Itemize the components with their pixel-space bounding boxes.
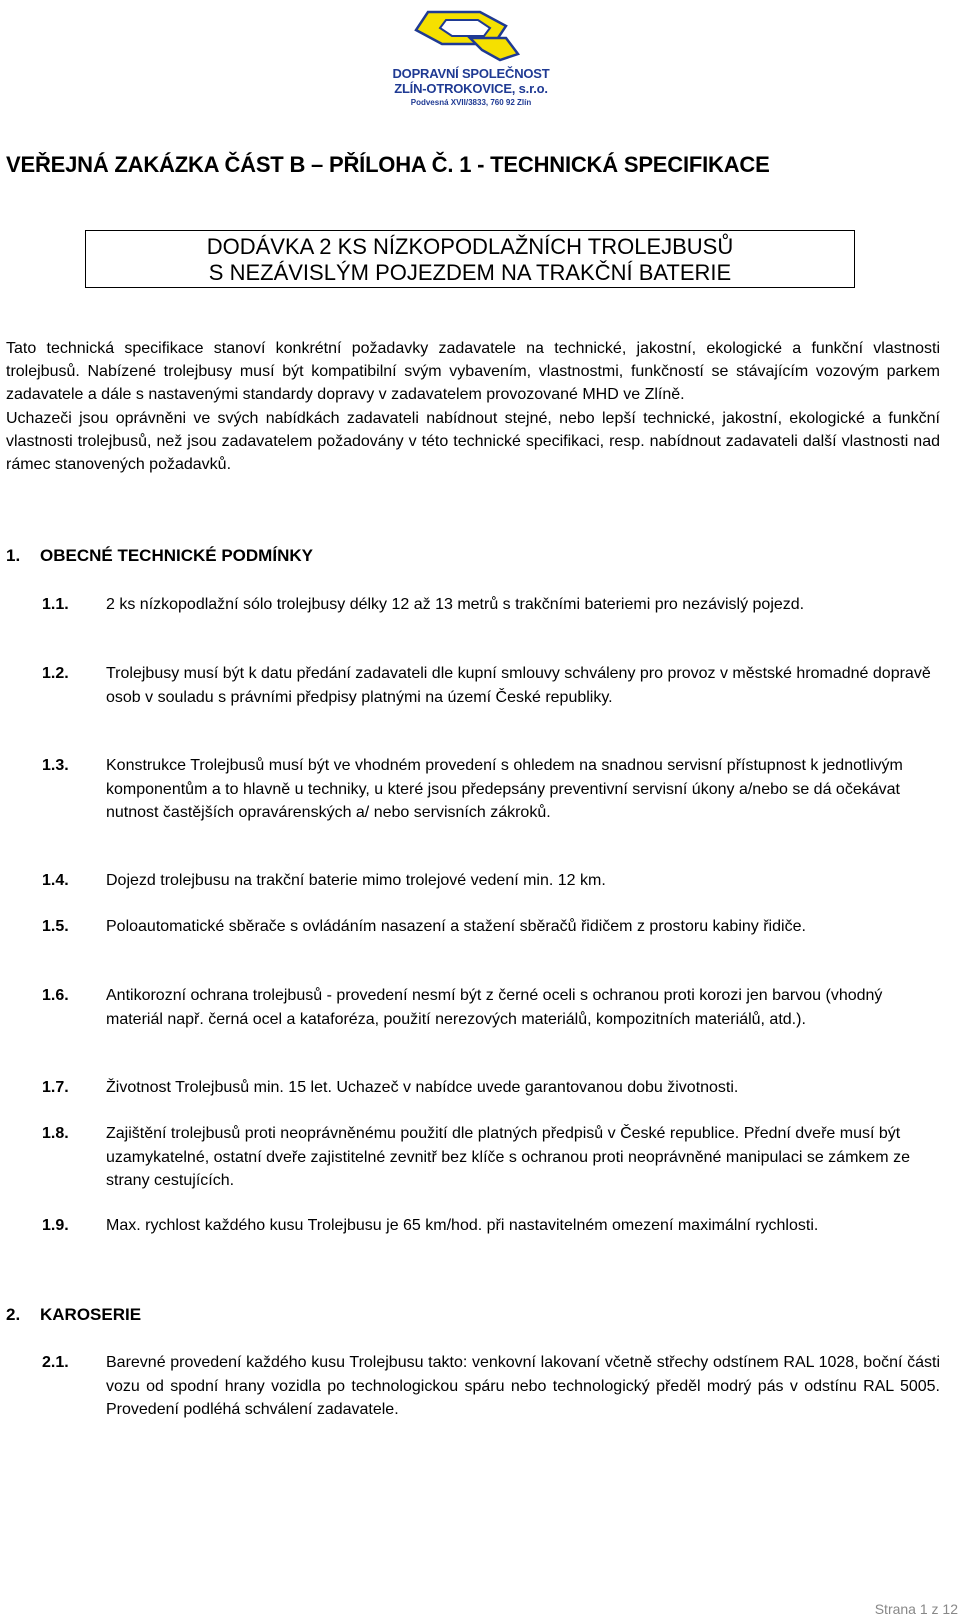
- spec-item: [42, 1076, 940, 1100]
- section-heading: [6, 546, 313, 566]
- section-heading: [6, 1305, 141, 1325]
- spec-item: [42, 593, 940, 617]
- spec-item: [42, 662, 940, 709]
- spec-item: [42, 915, 940, 939]
- subject-line-1: DODÁVKA 2 KS NÍZKOPODLAŽNÍCH TROLEJBUSŮ: [206, 234, 734, 259]
- page-title: VEŘEJNÁ ZAKÁZKA ČÁST B – PŘÍLOHA Č. 1 - TECHNICKÁ SPECIFIKACE: [6, 152, 770, 177]
- spec-item-number: 1.1.: [42, 596, 69, 613]
- spec-item-number: 1.3.: [42, 757, 69, 774]
- logo-company-name: DOPRAVNÍ SPOLEČNOST: [392, 66, 550, 81]
- spec-item: [42, 869, 940, 893]
- spec-item-text: Max. rychlost každého kusu Trolejbusu je 65 km/hod. při nastavitelném omezení maximální rychlosti.: [106, 1217, 819, 1234]
- spec-item-number: 1.2.: [42, 665, 69, 682]
- logo-address: Podvesná XVII/3833, 760 92 Zlín: [410, 98, 532, 107]
- spec-item: [42, 1214, 940, 1238]
- spec-item-number: 1.5.: [42, 918, 69, 935]
- section-number: 1.: [6, 546, 21, 565]
- section-number: 2.: [6, 1305, 21, 1324]
- spec-item-text: Konstrukce Trolejbusů musí být ve vhodném provedení s ohledem na snadnou servisní přístupnost k jednotlivým komponentům a to hlavně u techniky, u které jsou předepsány preventivní servisní úkony a/nebo se dá očekávat nutnost častějších opravárenských a/ nebo servisních zákroků.: [106, 757, 903, 821]
- spec-item-text: Poloautomatické sběrače s ovládáním nasazení a stažení sběračů řidičem z prostoru kabiny řidiče.: [106, 918, 806, 935]
- spec-item: [42, 1351, 940, 1422]
- spec-item-text: Životnost Trolejbusů min. 15 let. Uchazeč v nabídce uvede garantovanou dobu životnosti.: [106, 1079, 739, 1096]
- spec-item: [42, 984, 940, 1031]
- spec-item-number: 1.7.: [42, 1079, 69, 1096]
- intro-paragraph-1: Tato technická specifikace stanoví konkrétní požadavky zadavatele na technické, jakostní, ekologické a funkční vlastnosti trolejbusů. Nabízené trolejbusy musí být kompatibilní svým vybavením, vlastnostmi, funkčností se stávajícím vozovým parkem zadavatele a dále s nastavenými standardy dopravy v zadavatelem provozované MHD ve Zlíně.: [6, 340, 940, 404]
- subject-line-2: S NEZÁVISLÝM POJEZDEM NA TRAKČNÍ BATERIE: [208, 260, 732, 285]
- spec-item-text: 2 ks nízkopodlažní sólo trolejbusy délky 12 až 13 metrů s trakčními bateriemi pro nezávislý pojezd.: [106, 596, 805, 613]
- spec-item-text: Barevné provedení každého kusu Trolejbusu takto: venkovní lakovaní včetně střechy odstínem RAL 1028, boční části vozu od spodní hrany vozidla po technologickou spáru nebo technologický předěl modrý pás v odstínu RAL 5005. Provedení podléhá schválení zadavatele.: [106, 1354, 940, 1418]
- intro-paragraph-2: Uchazeči jsou oprávněni ve svých nabídkách zadavateli nabídnout stejné, nebo lepší technické, jakostní, ekologické a funkční vlastnosti trolejbusů, než jsou zadavatelem požadovány v této technické specifikaci, resp. nabídnout zadavateli další vlastnosti nad rámec stanovených požadavků.: [6, 409, 940, 474]
- spec-item: [42, 1122, 940, 1193]
- spec-item: [42, 754, 940, 825]
- spec-item-number: 2.1.: [42, 1354, 69, 1371]
- spec-item-number: 1.4.: [42, 872, 69, 889]
- page-number: Strana 1 z 12: [874, 1601, 958, 1617]
- spec-item-text: Zajištění trolejbusů proti neoprávněnému použití dle platných předpisů v České republice. Přední dveře musí být uzamykatelné, ostatní dveře zajistitelné zevnitř bez klíče s ochranou proti neoprávněné manipulaci se zámkem ze strany cestujících.: [106, 1125, 910, 1189]
- spec-item-text: Dojezd trolejbusu na trakční baterie mimo trolejové vedení min. 12 km.: [106, 872, 606, 889]
- subject-box: [85, 230, 855, 288]
- spec-item-number: 1.8.: [42, 1125, 69, 1142]
- company-logo-icon: [386, 4, 556, 66]
- company-logo: [386, 4, 556, 112]
- logo-company-city: ZLÍN-OTROKOVICE, s.r.o.: [394, 81, 548, 96]
- section-title: OBECNÉ TECHNICKÉ PODMÍNKY: [40, 546, 313, 565]
- spec-item-number: 1.9.: [42, 1217, 69, 1234]
- spec-item-text: Trolejbusy musí být k datu předání zadavateli dle kupní smlouvy schváleny pro provoz v městské hromadné dopravě osob v souladu s právními předpisy platnými na území České republiky.: [106, 665, 931, 706]
- intro-text: [6, 337, 940, 476]
- spec-item-number: 1.6.: [42, 987, 69, 1004]
- spec-item-text: Antikorozní ochrana trolejbusů - provedení nesmí být z černé oceli s ochranou proti korozi jen barvou (vhodný materiál např. černá ocel a kataforéza, použití nerezových materiálů, kompozitních materiálů, atd.).: [106, 987, 883, 1028]
- section-title: KAROSERIE: [40, 1305, 142, 1324]
